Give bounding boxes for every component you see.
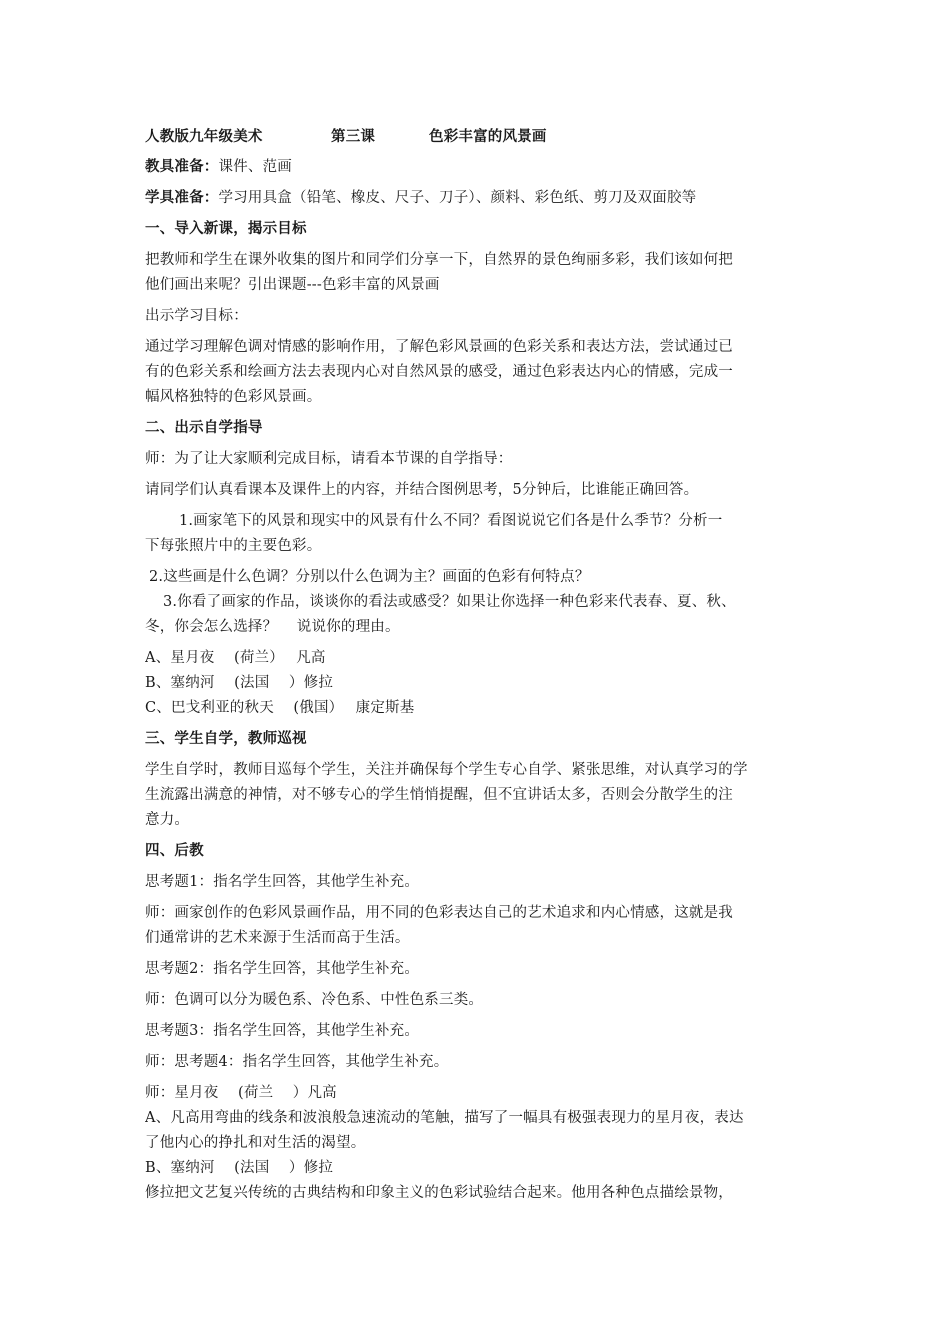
question-2: 2.这些画是什么色调？分别以什么色调为主？画面的色彩有何特点？ [149,569,590,585]
student-tools-text: 学习用具盒（铅笔、橡皮、尺子、刀子）、颜料、彩色纸、剪刀及双面胶等 [218,190,697,206]
student-tools-label: 学具准备： [145,190,219,206]
thinking-question-2: 思考题2：指名学生回答，其他学生补充。 [145,961,420,977]
teaching-tools-text: 课件、范画 [218,159,292,175]
section-1-paragraph: 他们画出来呢？引出课题---色彩丰富的风景画 [145,277,440,293]
question-3: 3.你看了画家的作品，谈谈你的看法或感受？如果让你选择一种色彩来代表春、夏、秋、 [163,594,736,610]
title-lesson-name: 色彩丰富的风景画 [429,129,547,145]
section-3-paragraph: 学生自学时，教师目巡每个学生，关注并确保每个学生专心自学、紧张思维，对认真学习的学 [145,762,748,778]
artwork-starry-night: 师：星月夜 (荷兰 ）凡高 [145,1085,337,1101]
section-1-heading: 一、导入新课，揭示目标 [145,221,307,237]
section-3-heading: 三、学生自学，教师巡视 [145,731,307,747]
learning-goals-text: 幅风格独特的色彩风景画。 [145,389,322,405]
teaching-tools [145,157,810,177]
title-textbook: 人教版九年级美术 [145,129,263,145]
learning-goals-label: 出示学习目标： [145,308,248,324]
section-4-heading: 四、后教 [145,843,204,859]
artwork-item-b: B、塞纳河 (法国 ）修拉 [145,675,334,691]
artwork-item-c: C、巴戈利亚的秋天 (俄国） 康定斯基 [145,700,415,716]
thinking-question-4: 师：思考题4：指名学生回答，其他学生补充。 [145,1054,449,1070]
teacher-remark-1: 们通常讲的艺术来源于生活而高于生活。 [145,930,410,946]
teacher-remark-2: 师：色调可以分为暖色系、冷色系、中性色系三类。 [145,992,484,1008]
title-lesson-number: 第三课 [331,129,376,145]
section-3-paragraph: 生流露出满意的神情，对不够专心的学生悄悄提醒，但不宜讲话太多，否则会分散学生的注 [145,787,733,803]
artwork-a-description: 了他内心的挣扎和对生活的渴望。 [145,1135,366,1151]
section-2-paragraph: 师：为了让大家顺利完成目标，请看本节课的自学指导： [145,451,513,467]
section-1-paragraph: 把教师和学生在课外收集的图片和同学们分享一下，自然界的景色绚丽多彩，我们该如何把 [145,252,733,268]
artwork-b-description: 修拉把文艺复兴传统的古典结构和印象主义的色彩试验结合起来。他用各种色点描绘景物， [145,1185,733,1201]
artwork-a-description: A、凡高用弯曲的线条和波浪般急速流动的笔触，描写了一幅具有极强表现力的星月夜，表达 [145,1110,744,1126]
section-3-paragraph: 意力。 [145,812,190,828]
teacher-remark-1: 师：画家创作的色彩风景画作品，用不同的色彩表达自己的艺术追求和内心情感，这就是我 [145,905,733,921]
question-1: 下每张照片中的主要色彩。 [145,538,322,554]
question-1: 1.画家笔下的风景和现实中的风景有什么不同？看图说说它们各是什么季节？分析一 [179,513,723,529]
question-3: 冬，你会怎么选择？ 说说你的理由。 [145,619,400,635]
thinking-question-1: 思考题1：指名学生回答，其他学生补充。 [145,874,420,890]
section-2-paragraph: 请同学们认真看课本及课件上的内容，并结合图例思考，5分钟后，比谁能正确回答。 [145,482,699,498]
learning-goals-text: 通过学习理解色调对情感的影响作用，了解色彩风景画的色彩关系和表达方法，尝试通过已 [145,339,733,355]
thinking-question-3: 思考题3：指名学生回答，其他学生补充。 [145,1023,420,1039]
artwork-seine: B、塞纳河 (法国 ）修拉 [145,1160,334,1176]
section-2-heading: 二、出示自学指导 [145,420,263,436]
artwork-item-a: A、星月夜 (荷兰） 凡高 [145,650,326,666]
student-tools [145,188,810,208]
lesson-title [145,127,810,147]
learning-goals-text: 有的色彩关系和绘画方法去表现内心对自然风景的感受，通过色彩表达内心的情感，完成一 [145,364,733,380]
teaching-tools-label: 教具准备： [145,159,219,175]
